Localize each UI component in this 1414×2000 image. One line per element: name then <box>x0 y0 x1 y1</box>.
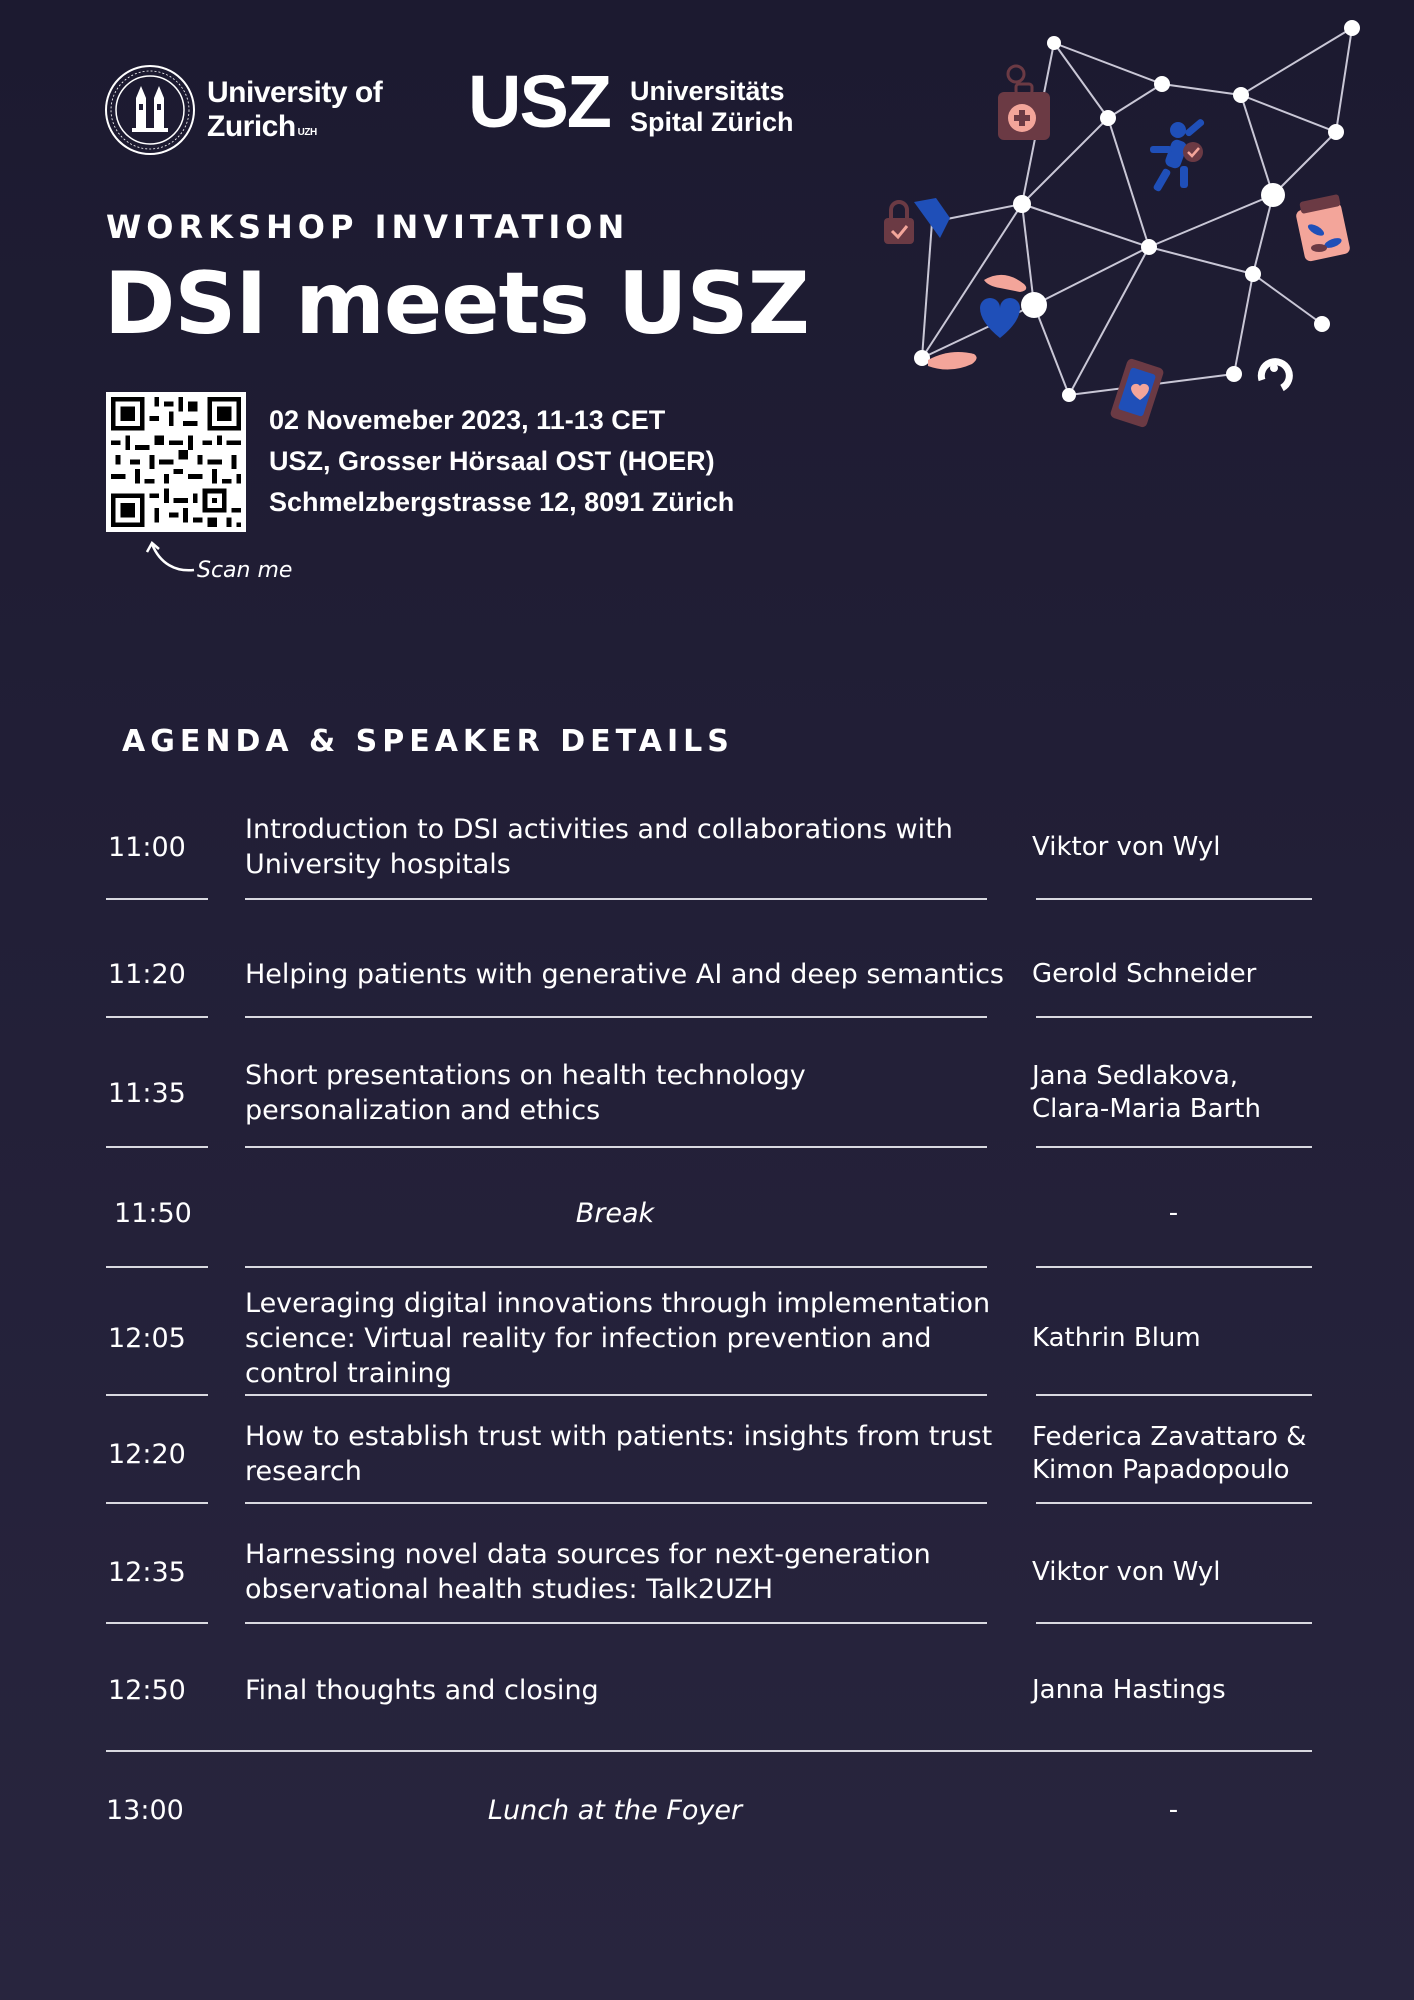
agenda-title: How to establish trust with patients: insights from trust research <box>245 1421 993 1487</box>
usz-logo-mark: USZ <box>468 60 610 143</box>
agenda-speaker: - <box>1168 1197 1179 1228</box>
agenda-speaker: Janna Hastings <box>1032 1674 1226 1705</box>
agenda-divider <box>106 898 208 900</box>
agenda-time: 12:20 <box>108 1438 186 1470</box>
usz-wordmark <box>630 76 794 138</box>
agenda-row <box>0 1636 1414 1744</box>
agenda-divider <box>1036 1266 1312 1268</box>
uzh-seal-logo <box>104 64 196 156</box>
agenda-divider <box>106 1622 208 1624</box>
scan-me-label: Scan me <box>197 558 293 583</box>
uzh-sup: UZH <box>297 127 317 138</box>
usz-line2: Spital Zürich <box>630 107 794 137</box>
agenda-time: 13:00 <box>106 1794 184 1826</box>
agenda-speaker: Viktor von Wyl <box>1032 1556 1221 1587</box>
agenda-divider <box>106 1266 208 1268</box>
event-location: USZ, Grosser Hörsaal OST (HOER) <box>269 446 715 476</box>
usz-line1: Universitäts <box>630 76 785 106</box>
agenda-time: 11:00 <box>108 831 186 863</box>
health-network-illustration <box>876 14 1366 434</box>
agenda-divider <box>245 1016 987 1018</box>
stethoscope-icon <box>1261 362 1289 388</box>
agenda-speaker: Gerold Schneider <box>1032 958 1257 989</box>
uzh-line1: University of <box>207 76 383 109</box>
agenda-row <box>0 1038 1414 1148</box>
agenda-title: Break <box>575 1197 655 1229</box>
agenda-divider <box>1036 898 1312 900</box>
agenda-time: 12:50 <box>108 1674 186 1706</box>
page-title: DSI meets USZ <box>104 254 809 354</box>
uzh-wordmark <box>207 76 382 144</box>
agenda-time: 11:35 <box>108 1077 186 1109</box>
running-person-icon <box>1150 118 1205 193</box>
agenda-title: Leveraging digital innovations through implementation science: Virtual reality for infection prevention and control training <box>245 1287 991 1389</box>
agenda-divider <box>1036 1146 1312 1148</box>
agenda-divider <box>106 1394 208 1396</box>
agenda-heading: AGENDA & SPEAKER DETAILS <box>122 724 734 759</box>
agenda-divider <box>1036 1394 1312 1396</box>
pill-box-icon <box>1295 194 1351 262</box>
event-info <box>269 400 734 523</box>
agenda-divider <box>106 1146 208 1148</box>
agenda-speaker: Federica Zavattaro & Kimon Papadopoulo <box>1032 1422 1307 1485</box>
agenda-row <box>0 1404 1414 1504</box>
agenda-time: 12:35 <box>108 1556 186 1588</box>
agenda-time: 12:05 <box>108 1322 186 1354</box>
agenda-divider <box>245 1622 987 1624</box>
agenda-speaker: Viktor von Wyl <box>1032 831 1221 862</box>
agenda-time: 11:20 <box>108 958 186 990</box>
agenda-divider <box>1036 1622 1312 1624</box>
agenda-title: Short presentations on health technology personalization and ethics <box>245 1060 806 1126</box>
agenda-divider <box>245 1394 987 1396</box>
phone-health-icon <box>1109 358 1164 429</box>
agenda-divider <box>245 1502 987 1504</box>
agenda-title: Helping patients with generative AI and deep semantics <box>245 958 1004 990</box>
agenda-title: Introduction to DSI activities and collaborations with University hospitals <box>245 814 953 880</box>
agenda-divider <box>245 898 987 900</box>
agenda-divider <box>106 1502 208 1504</box>
agenda-divider <box>106 1016 208 1018</box>
agenda-row <box>0 1760 1414 1860</box>
agenda-title: Harnessing novel data sources for next-generation observational health studies: Talk2UZH <box>245 1539 931 1605</box>
qr-code-icon[interactable] <box>106 392 246 532</box>
uzh-line2: Zurich $^{UZH}$ <box>207 110 317 143</box>
agenda-row <box>0 1280 1414 1396</box>
agenda-row <box>0 1158 1414 1268</box>
lock-check-icon <box>884 198 950 244</box>
agenda-row <box>0 1520 1414 1624</box>
agenda-divider <box>245 1146 987 1148</box>
agenda-speaker: Kathrin Blum <box>1032 1322 1201 1353</box>
agenda-row <box>0 794 1414 900</box>
agenda-speaker: - <box>1168 1794 1179 1825</box>
event-date: 02 Novemeber 2023, 11-13 CET <box>269 405 666 435</box>
curved-arrow-icon <box>146 534 196 586</box>
agenda-final-divider <box>106 1750 1312 1752</box>
agenda-speaker: Jana Sedlakova, Clara-Maria Barth <box>1032 1061 1261 1124</box>
agenda-title: Lunch at the Foyer <box>487 1794 743 1826</box>
agenda-row <box>0 930 1414 1018</box>
agenda-time: 11:50 <box>114 1197 192 1229</box>
helping-hand-icon <box>928 275 1026 370</box>
medical-kit-icon <box>998 66 1050 140</box>
agenda-divider <box>1036 1016 1312 1018</box>
agenda-divider <box>245 1266 987 1268</box>
event-address: Schmelzbergstrasse 12, 8091 Zürich <box>269 487 735 517</box>
agenda-divider <box>1036 1502 1312 1504</box>
workshop-eyebrow: WORKSHOP INVITATION <box>106 208 630 246</box>
agenda-title: Final thoughts and closing <box>245 1674 599 1706</box>
